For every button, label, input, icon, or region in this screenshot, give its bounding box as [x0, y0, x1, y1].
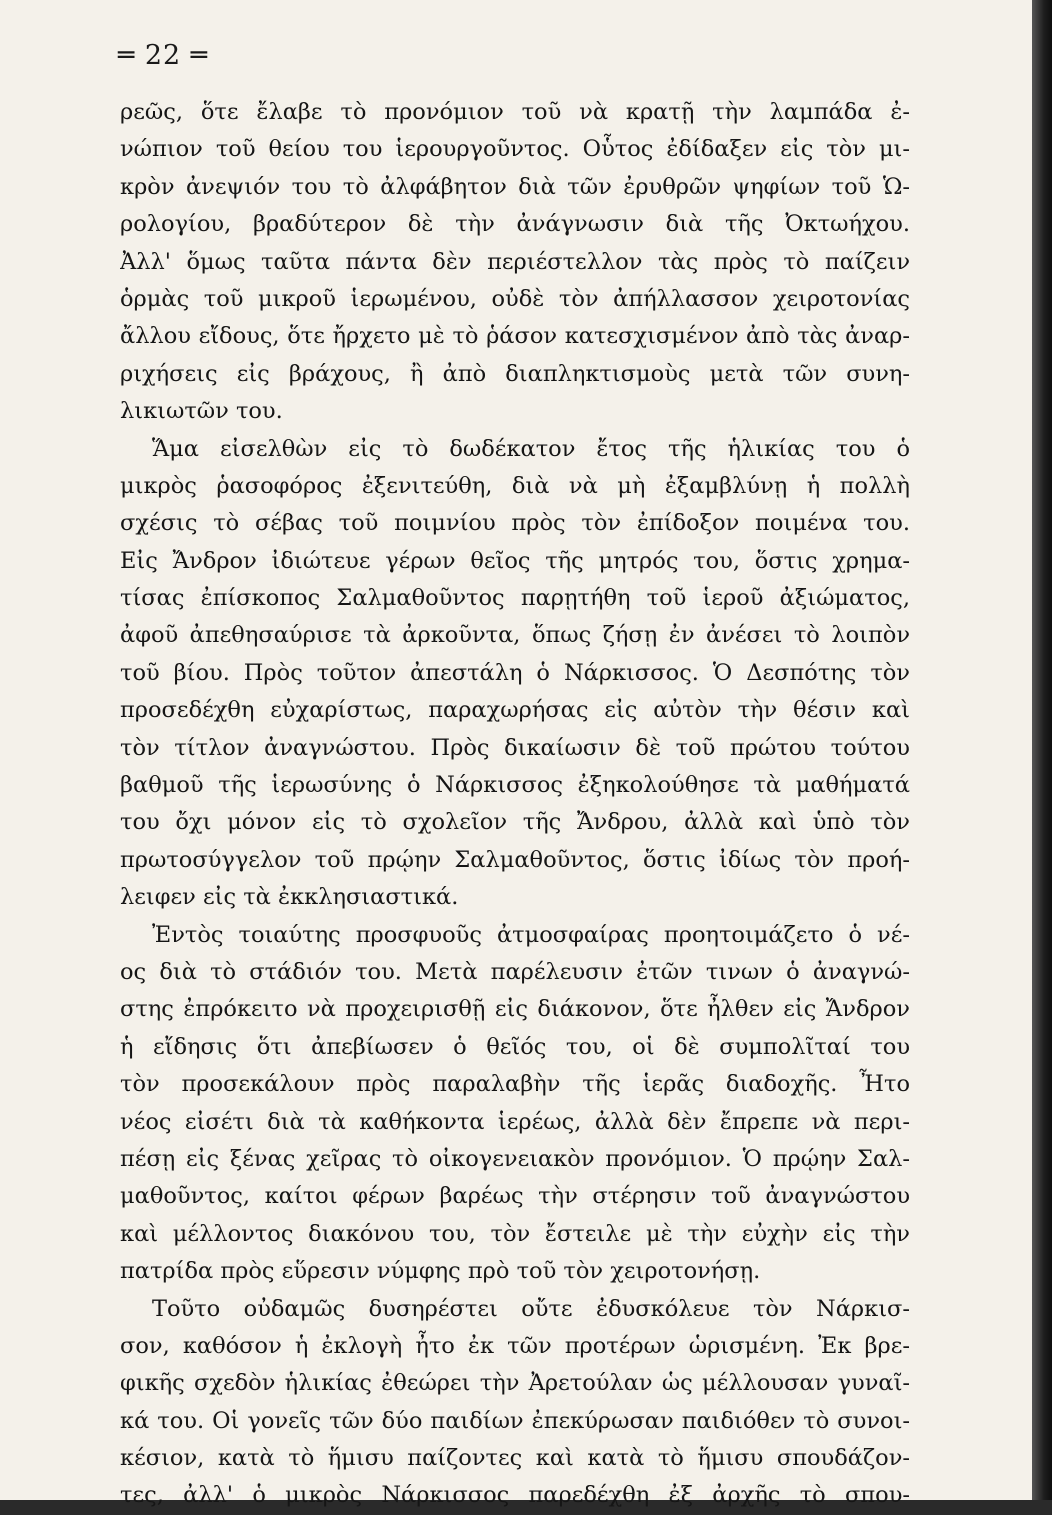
text-line: πρωτοσύγγελον τοῦ πρῴην Σαλμαθοῦντος, ὅστις ἰδίως τὸν προή-	[120, 846, 910, 873]
text-line: στης ἐπρόκειτο νὰ προχειρισθῇ εἰς διάκονον, ὅτε ἦλθεν εἰς Ἄνδρον	[120, 996, 910, 1023]
text-line: βαθμοῦ τῆς ἱερωσύνης ὁ Νάρκισσος ἐξηκολούθησε τὰ μαθήματά	[120, 772, 910, 799]
text-line: Τοῦτο οὐδαμῶς δυσηρέστει οὔτε ἐδυσκόλευε τὸν Νάρκισ-	[152, 1295, 910, 1322]
text-line: τὸν προσεκάλουν πρὸς παραλαβὴν τῆς ἱερᾶς διαδοχῆς. Ἦτο	[120, 1071, 910, 1098]
text-line: πατρίδα πρὸς εὕρεσιν νύμφης πρὸ τοῦ τὸν χειροτονήσῃ.	[120, 1258, 761, 1285]
text-line: φικῆς σχεδὸν ἡλικίας ἐθεώρει τὴν Ἀρετούλαν ὡς μέλλουσαν γυναῖ-	[120, 1370, 910, 1397]
page-edge-shadow	[1032, 0, 1052, 1500]
text-line: μαθοῦντος, καίτοι φέρων βαρέως τὴν στέρησιν τοῦ ἀναγνώστου	[120, 1183, 910, 1210]
text-line: Ἀλλ' ὅμως ταῦτα πάντα δὲν περιέστελλον τὰς πρὸς τὸ παίζειν	[120, 248, 910, 275]
text-line: ριχήσεις εἰς βράχους, ἢ ἀπὸ διαπληκτισμοὺς μετὰ τῶν συνη-	[120, 360, 910, 387]
body-text	[120, 94, 910, 1515]
text-line: καὶ μέλλοντος διακόνου του, τὸν ἔστειλε μὲ τὴν εὐχὴν εἰς τὴν	[120, 1220, 910, 1247]
text-line: τες, ἀλλ' ὁ μικρὸς Νάρκισσος παρεδέχθη ἐξ ἀρχῆς τὸ σπου-	[120, 1482, 910, 1509]
text-line: κρὸν ἀνεψιόν του τὸ ἀλφάβητον διὰ τῶν ἐρυθρῶν ψηφίων τοῦ Ὡ-	[120, 173, 910, 200]
text-line: Εἰς Ἄνδρον ἰδιώτευε γέρων θεῖος τῆς μητρός του, ὅστις χρημα-	[120, 547, 910, 574]
text-line: ος διὰ τὸ στάδιόν του. Μετὰ παρέλευσιν ἐτῶν τινων ὁ ἀναγνώ-	[120, 958, 910, 985]
text-line: πέσῃ εἰς ξένας χεῖρας τὸ οἰκογενειακὸν προνόμιον. Ὁ πρῴην Σαλ-	[120, 1145, 910, 1172]
text-line: του ὄχι μόνον εἰς τὸ σχολεῖον τῆς Ἄνδρου, ἀλλὰ καὶ ὑπὸ τὸν	[120, 809, 910, 836]
text-line: Ἐντὸς τοιαύτης προσφυοῦς ἀτμοσφαίρας προητοιμάζετο ὁ νέ-	[152, 921, 910, 948]
text-line: ρολογίου, βραδύτερον δὲ τὴν ἀνάγνωσιν διὰ τῆς Ὀκτωήχου.	[120, 211, 910, 238]
text-line: Ἅμα εἰσελθὼν εἰς τὸ δωδέκατον ἔτος τῆς ἡλικίας του ὁ	[152, 435, 910, 462]
text-line: σον, καθόσον ἡ ἐκλογὴ ἦτο ἐκ τῶν προτέρων ὡρισμένη. Ἐκ βρε-	[120, 1332, 910, 1359]
text-line: ὁρμὰς τοῦ μικροῦ ἱερωμένου, οὐδὲ τὸν ἀπήλλασσον χειροτονίας	[120, 285, 910, 312]
text-line: τὸν τίτλον ἀναγνώστου. Πρὸς δικαίωσιν δὲ τοῦ πρώτου τούτου	[120, 734, 910, 761]
text-line: σχέσις τὸ σέβας τοῦ ποιμνίου πρὸς τὸν ἐπίδοξον ποιμένα του.	[120, 510, 910, 537]
page-number: ═ 22 ═	[118, 40, 209, 71]
text-line: ἄλλου εἴδους, ὅτε ἤρχετο μὲ τὸ ῥάσον κατεσχισμένον ἀπὸ τὰς ἀναρ-	[120, 323, 910, 350]
text-line: λειφεν εἰς τὰ ἐκκλησιαστικά.	[120, 884, 459, 911]
text-line: ἀφοῦ ἀπεθησαύρισε τὰ ἀρκοῦντα, ὅπως ζήσῃ ἐν ἀνέσει τὸ λοιπὸν	[120, 622, 910, 649]
text-line: μικρὸς ῥασοφόρος ἐξενιτεύθη, διὰ νὰ μὴ ἐξαμβλύνῃ ἡ πολλὴ	[120, 472, 910, 499]
text-line: ἡ εἴδησις ὅτι ἀπεβίωσεν ὁ θεῖός του, οἱ δὲ συμπολῖταί του	[120, 1033, 910, 1060]
text-line: νέος εἰσέτι διὰ τὰ καθήκοντα ἱερέως, ἀλλὰ δὲν ἔπρεπε νὰ περι-	[120, 1108, 910, 1135]
text-line: τοῦ βίου. Πρὸς τοῦτον ἀπεστάλη ὁ Νάρκισσος. Ὁ Δεσπότης τὸν	[120, 659, 910, 686]
text-line: λικιωτῶν του.	[120, 398, 283, 425]
text-line: προσεδέχθη εὐχαρίστως, παραχωρήσας εἰς αὐτὸν τὴν θέσιν καὶ	[120, 697, 910, 724]
text-line: κά του. Οἱ γονεῖς τῶν δύο παιδίων ἐπεκύρωσαν παιδιόθεν τὸ συνοι-	[120, 1407, 910, 1434]
text-line: κέσιον, κατὰ τὸ ἥμισυ παίζοντες καὶ κατὰ τὸ ἥμισυ σπουδάζον-	[120, 1445, 910, 1472]
text-line: ρεῶς, ὅτε ἔλαβε τὸ προνόμιον τοῦ νὰ κρατῇ τὴν λαμπάδα ἐ-	[120, 99, 910, 125]
text-line: νώπιον τοῦ θείου του ἱερουργοῦντος. Οὗτος ἐδίδαξεν εἰς τὸν μι-	[120, 136, 910, 163]
text-line: τίσας ἐπίσκοπος Σαλμαθοῦντος παρῃτήθη τοῦ ἱεροῦ ἀξιώματος,	[120, 585, 910, 612]
